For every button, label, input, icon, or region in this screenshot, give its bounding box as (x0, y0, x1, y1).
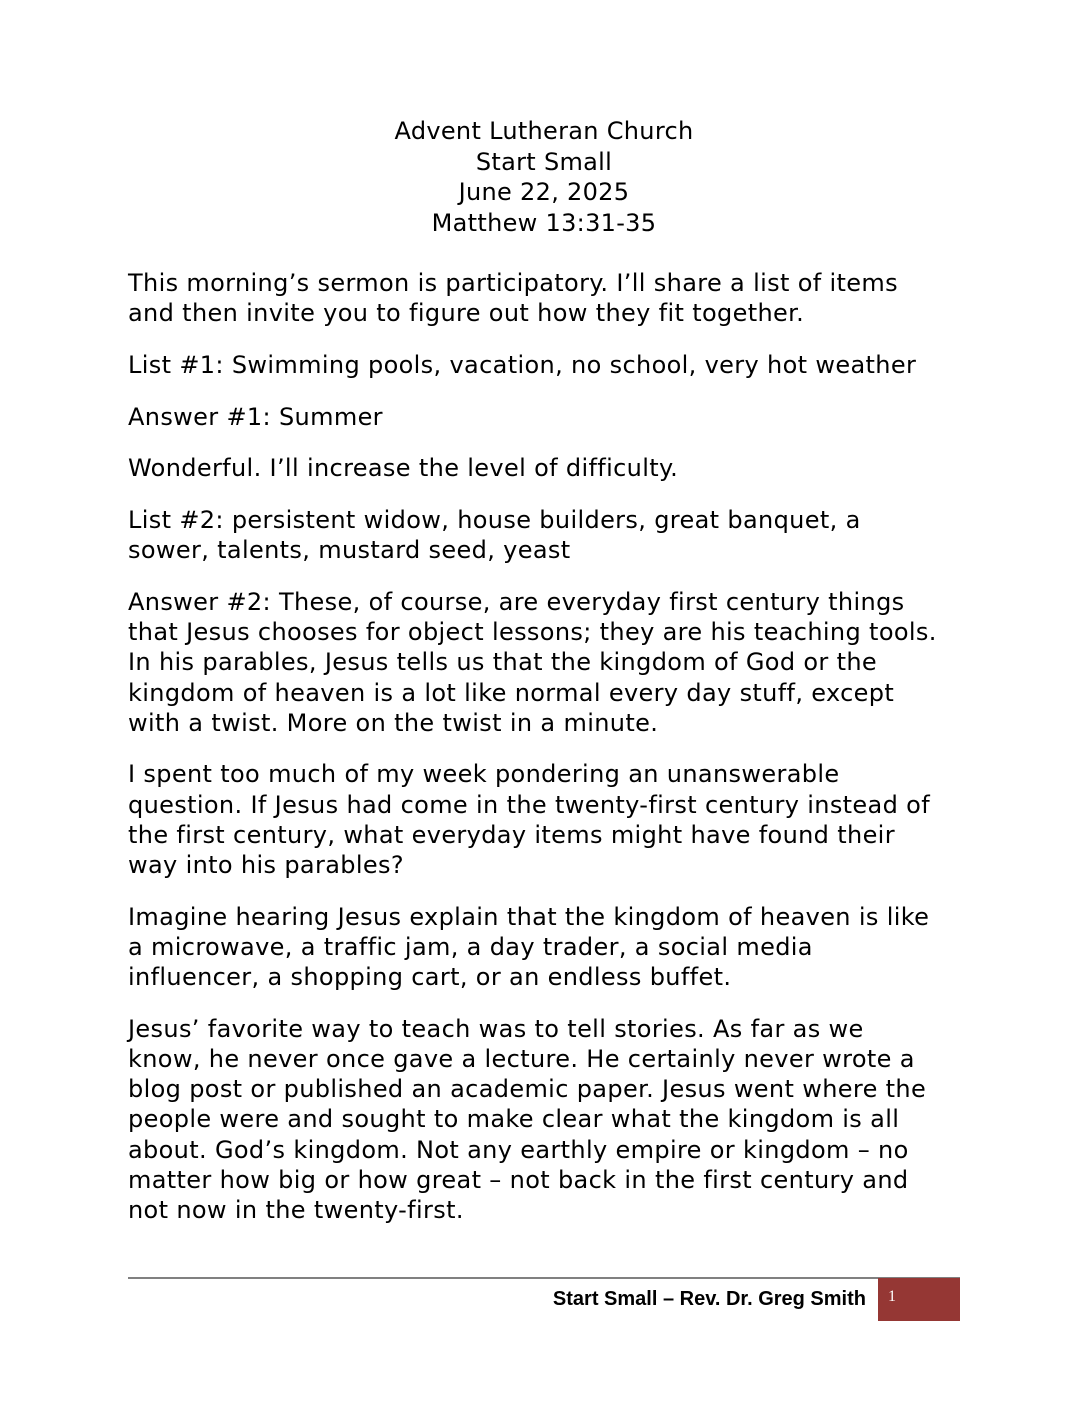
text-line: sower, talents, mustard seed, yeast (128, 536, 571, 565)
paragraph (128, 453, 968, 483)
paragraph (128, 902, 968, 993)
text-line: This morning’s sermon is participatory. I’ll share a list of items (128, 269, 899, 297)
sermon-date: June 22, 2025 (458, 178, 630, 206)
text-line: Imagine hearing Jesus explain that the kingdom of heaven is like (128, 902, 930, 931)
church-name: Advent Lutheran Church (394, 117, 694, 145)
sermon-body (128, 268, 968, 1247)
text-line: Wonderful. I’ll increase the level of difficulty. (128, 454, 679, 483)
text-line: List #1: Swimming pools, vacation, no school, very hot weather (128, 350, 917, 379)
text-line: kingdom of heaven is a lot like normal every day stuff, except (128, 678, 895, 707)
sermon-title: Start Small (475, 147, 613, 176)
text-line: know, he never once gave a lecture. He certainly never wrote a (128, 1045, 915, 1074)
text-line: about. God’s kingdom. Not any earthly empire or kingdom – no (128, 1135, 909, 1164)
text-line: blog post or published an academic paper. Jesus went where the (128, 1075, 927, 1104)
paragraph (128, 587, 968, 738)
page-number: 1 (888, 1288, 896, 1305)
text-line: question. If Jesus had come in the twenty-first century instead of (128, 790, 930, 819)
text-line: influencer, a shopping cart, or an endless buffet. (128, 963, 732, 992)
text-line: not now in the twenty-first. (128, 1196, 464, 1225)
text-line: List #2: persistent widow, house builders, great banquet, a (128, 506, 861, 535)
footer-divider (128, 1277, 960, 1279)
text-line: Answer #1: Summer (128, 402, 383, 431)
text-line: people were and sought to make clear what the kingdom is all (128, 1105, 900, 1134)
text-line: I spent too much of my week pondering an unanswerable (128, 760, 840, 789)
text-line: a microwave, a traffic jam, a day trader, a social media (128, 932, 813, 961)
text-line: In his parables, Jesus tells us that the kingdom of God or the (128, 648, 878, 677)
text-line: and then invite you to figure out how they fit together. (128, 299, 805, 328)
paragraph (128, 1014, 968, 1225)
document-header (0, 116, 1088, 238)
paragraph (128, 759, 968, 880)
text-line: that Jesus chooses for object lessons; they are his teaching tools. (128, 618, 937, 647)
scripture-reference: Matthew 13:31-35 (431, 208, 657, 237)
page-number-badge (878, 1278, 960, 1321)
footer-running-title: Start Small – Rev. Dr. Greg Smith (552, 1288, 866, 1310)
paragraph (128, 505, 968, 565)
paragraph (128, 402, 968, 432)
text-line: with a twist. More on the twist in a minute. (128, 708, 659, 737)
paragraph (128, 268, 968, 328)
text-line: way into his parables? (128, 851, 404, 880)
text-line: the first century, what everyday items might have found their (128, 820, 895, 849)
text-line: Answer #2: These, of course, are everyday first century things (128, 587, 905, 616)
text-line: Jesus’ favorite way to teach was to tell stories. As far as we (128, 1014, 864, 1043)
text-line: matter how big or how great – not back in the first century and (128, 1165, 909, 1194)
paragraph (128, 350, 968, 380)
